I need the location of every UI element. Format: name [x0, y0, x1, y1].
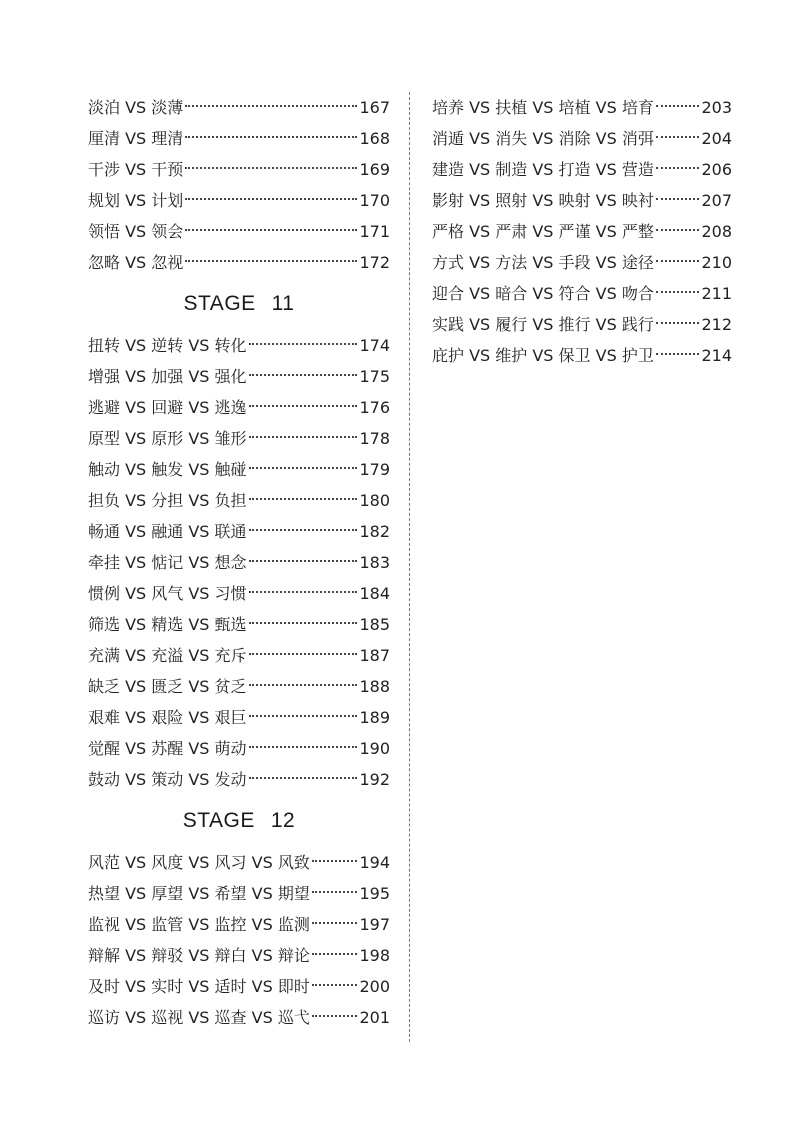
stage-number: 11	[271, 292, 295, 315]
dot-leader	[656, 136, 700, 138]
toc-entry	[88, 940, 390, 971]
dot-leader	[185, 260, 357, 262]
toc-entry	[88, 454, 390, 485]
toc-entry-page: 212	[701, 315, 732, 334]
dot-leader	[185, 167, 357, 169]
dot-leader	[312, 860, 358, 862]
toc-entry-title: 风范 VS 风度 VS 风习 VS 风致	[88, 853, 310, 872]
stage-number: 12	[270, 809, 296, 832]
toc-entry	[88, 671, 390, 702]
toc-entry-title: 扭转 VS 逆转 VS 转化	[88, 336, 247, 355]
toc-entry-title: 淡泊 VS 淡薄	[88, 98, 184, 117]
toc-entry-title: 惯例 VS 风气 VS 习惯	[88, 584, 247, 603]
toc-entry-page: 197	[359, 915, 390, 934]
toc-entry-page: 194	[359, 853, 390, 872]
dot-leader	[249, 684, 358, 686]
dot-leader	[249, 560, 358, 562]
toc-entry	[88, 392, 390, 423]
column-divider	[409, 92, 410, 1042]
toc-entry	[88, 247, 390, 278]
dot-leader	[656, 105, 700, 107]
dot-leader	[249, 405, 358, 407]
toc-entry-title: 鼓动 VS 策动 VS 发动	[88, 770, 247, 789]
toc-entry-title: 方式 VS 方法 VS 手段 VS 途径	[432, 253, 654, 272]
toc-entry-title: 缺乏 VS 匮乏 VS 贫乏	[88, 677, 247, 696]
toc-entry-title: 畅通 VS 融通 VS 联通	[88, 522, 247, 541]
dot-leader	[249, 436, 358, 438]
toc-entry-title: 原型 VS 原形 VS 雏形	[88, 429, 247, 448]
toc-entry-page: 195	[359, 884, 390, 903]
dot-leader	[656, 291, 700, 293]
dot-leader	[656, 260, 700, 262]
toc-entry	[432, 154, 732, 185]
toc-entry-title: 担负 VS 分担 VS 负担	[88, 491, 247, 510]
toc-entry	[88, 92, 390, 123]
toc-entry-page: 203	[701, 98, 732, 117]
stage-heading	[88, 278, 390, 330]
toc-entry-title: 严格 VS 严肃 VS 严谨 VS 严整	[432, 222, 654, 241]
dot-leader	[185, 105, 357, 107]
toc-entry-page: 178	[359, 429, 390, 448]
toc-entry-page: 208	[701, 222, 732, 241]
dot-leader	[249, 746, 358, 748]
toc-entry-title: 增强 VS 加强 VS 强化	[88, 367, 247, 386]
toc-entry	[88, 878, 390, 909]
toc-entry	[432, 278, 732, 309]
toc-entry-page: 175	[359, 367, 390, 386]
toc-entry	[88, 185, 390, 216]
toc-entry-page: 189	[359, 708, 390, 727]
toc-right-column	[432, 92, 732, 371]
dot-leader	[656, 198, 700, 200]
toc-entry-title: 筛选 VS 精选 VS 甄选	[88, 615, 247, 634]
toc-entry-title: 实践 VS 履行 VS 推行 VS 践行	[432, 315, 654, 334]
dot-leader	[249, 653, 358, 655]
toc-entry	[88, 1002, 390, 1033]
toc-entry-title: 干涉 VS 干预	[88, 160, 184, 179]
toc-entry	[88, 609, 390, 640]
dot-leader	[312, 984, 358, 986]
toc-entry-page: 198	[359, 946, 390, 965]
toc-entry-page: 185	[359, 615, 390, 634]
dot-leader	[249, 467, 358, 469]
dot-leader	[312, 922, 358, 924]
dot-leader	[249, 529, 358, 531]
toc-entry-page: 176	[359, 398, 390, 417]
toc-entry	[88, 733, 390, 764]
dot-leader	[656, 322, 700, 324]
toc-entry-title: 牵挂 VS 惦记 VS 想念	[88, 553, 247, 572]
toc-entry	[88, 154, 390, 185]
toc-entry-title: 影射 VS 照射 VS 映射 VS 映衬	[432, 191, 654, 210]
toc-entry-title: 消遁 VS 消失 VS 消除 VS 消弭	[432, 129, 654, 148]
dot-leader	[312, 891, 358, 893]
toc-entry-page: 167	[359, 98, 390, 117]
toc-entry-title: 辩解 VS 辩驳 VS 辩白 VS 辩论	[88, 946, 310, 965]
dot-leader	[249, 622, 358, 624]
dot-leader	[249, 715, 358, 717]
toc-entry-title: 艰难 VS 艰险 VS 艰巨	[88, 708, 247, 727]
toc-entry-title: 及时 VS 实时 VS 适时 VS 即时	[88, 977, 310, 996]
toc-entry-page: 206	[701, 160, 732, 179]
toc-entry	[432, 309, 732, 340]
toc-entry-page: 204	[701, 129, 732, 148]
toc-entry-page: 172	[359, 253, 390, 272]
toc-entry-page: 190	[359, 739, 390, 758]
dot-leader	[249, 343, 358, 345]
toc-entry-page: 169	[359, 160, 390, 179]
toc-entry	[432, 216, 732, 247]
dot-leader	[249, 777, 358, 779]
toc-entry-page: 184	[359, 584, 390, 603]
toc-entry-title: 庇护 VS 维护 VS 保卫 VS 护卫	[432, 346, 654, 365]
dot-leader	[312, 953, 358, 955]
toc-entry-title: 培养 VS 扶植 VS 培植 VS 培育	[432, 98, 654, 117]
dot-leader	[249, 374, 358, 376]
toc-entry-title: 触动 VS 触发 VS 触碰	[88, 460, 247, 479]
toc-entry-title: 充满 VS 充溢 VS 充斥	[88, 646, 247, 665]
dot-leader	[656, 229, 700, 231]
toc-entry	[88, 216, 390, 247]
toc-entry-page: 182	[359, 522, 390, 541]
toc-entry	[88, 764, 390, 795]
toc-entry	[88, 702, 390, 733]
toc-entry	[88, 547, 390, 578]
toc-entry	[432, 185, 732, 216]
dot-leader	[185, 229, 357, 231]
stage-label: STAGE	[182, 809, 255, 832]
toc-entry-page: 171	[359, 222, 390, 241]
toc-entry-title: 觉醒 VS 苏醒 VS 萌动	[88, 739, 247, 758]
toc-entry-title: 领悟 VS 领会	[88, 222, 184, 241]
toc-entry-page: 168	[359, 129, 390, 148]
dot-leader	[656, 353, 700, 355]
toc-entry-page: 211	[701, 284, 732, 303]
toc-entry	[432, 247, 732, 278]
dot-leader	[312, 1015, 358, 1017]
toc-entry-page: 187	[359, 646, 390, 665]
dot-leader	[656, 167, 700, 169]
toc-entry	[88, 971, 390, 1002]
toc-entry-title: 逃避 VS 回避 VS 逃逸	[88, 398, 247, 417]
toc-entry	[88, 423, 390, 454]
toc-entry-page: 183	[359, 553, 390, 572]
dot-leader	[185, 136, 357, 138]
toc-entry	[88, 640, 390, 671]
dot-leader	[185, 198, 357, 200]
toc-entry-page: 200	[359, 977, 390, 996]
toc-entry	[88, 516, 390, 547]
toc-entry	[88, 485, 390, 516]
toc-entry-page: 188	[359, 677, 390, 696]
toc-entry	[88, 847, 390, 878]
toc-entry-page: 170	[359, 191, 390, 210]
toc-entry-page: 214	[701, 346, 732, 365]
toc-entry-page: 192	[359, 770, 390, 789]
toc-entry-page: 179	[359, 460, 390, 479]
toc-entry-title: 规划 VS 计划	[88, 191, 184, 210]
toc-entry-page: 201	[359, 1008, 390, 1027]
toc-entry	[88, 330, 390, 361]
toc-entry	[88, 578, 390, 609]
toc-entry	[88, 909, 390, 940]
toc-entry	[432, 92, 732, 123]
toc-entry-page: 207	[701, 191, 732, 210]
toc-entry-title: 监视 VS 监管 VS 监控 VS 监测	[88, 915, 310, 934]
stage-heading	[88, 795, 390, 847]
toc-entry-page: 210	[701, 253, 732, 272]
toc-entry-page: 174	[359, 336, 390, 355]
toc-entry	[88, 361, 390, 392]
toc-entry	[432, 340, 732, 371]
toc-entry-title: 建造 VS 制造 VS 打造 VS 营造	[432, 160, 654, 179]
toc-entry-title: 厘清 VS 理清	[88, 129, 184, 148]
toc-entry-title: 热望 VS 厚望 VS 希望 VS 期望	[88, 884, 310, 903]
dot-leader	[249, 591, 358, 593]
toc-entry-title: 忽略 VS 忽视	[88, 253, 184, 272]
toc-entry	[432, 123, 732, 154]
toc-left-column	[88, 92, 390, 1033]
dot-leader	[249, 498, 358, 500]
toc-entry-title: 迎合 VS 暗合 VS 符合 VS 吻合	[432, 284, 654, 303]
toc-entry-title: 巡访 VS 巡视 VS 巡查 VS 巡弋	[88, 1008, 310, 1027]
toc-entry	[88, 123, 390, 154]
stage-label: STAGE	[183, 292, 256, 315]
toc-entry-page: 180	[359, 491, 390, 510]
